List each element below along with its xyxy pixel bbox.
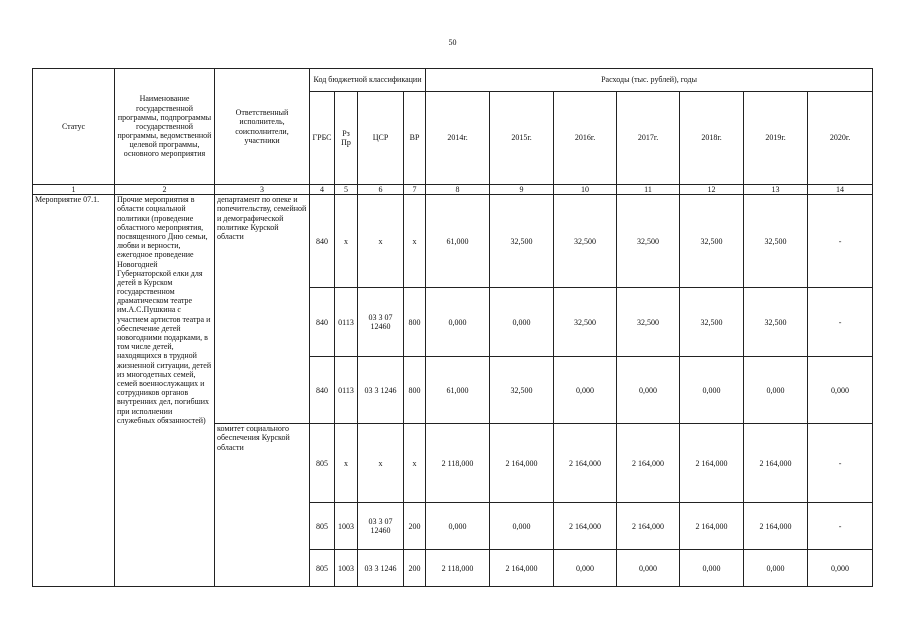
column-number: 5 xyxy=(335,185,358,195)
header-year: 2016г. xyxy=(554,92,617,185)
value-cell: 0,000 xyxy=(490,503,554,550)
value-cell: 0,000 xyxy=(554,357,617,424)
value-cell: 32,500 xyxy=(554,288,617,357)
grbs-cell: 840 xyxy=(310,288,335,357)
rz-pr-cell: 1003 xyxy=(335,503,358,550)
column-number: 6 xyxy=(358,185,404,195)
budget-table xyxy=(32,68,873,587)
value-cell: 2 164,000 xyxy=(554,424,617,503)
value-cell: 32,500 xyxy=(554,195,617,288)
header-grbs: ГРБС xyxy=(310,92,335,185)
value-cell: 32,500 xyxy=(744,288,808,357)
value-cell: 2 164,000 xyxy=(617,424,680,503)
value-cell: 0,000 xyxy=(808,550,873,587)
value-cell: - xyxy=(808,424,873,503)
value-cell: 2 164,000 xyxy=(744,503,808,550)
value-cell: - xyxy=(808,503,873,550)
csr-cell: 03 3 07 12460 xyxy=(358,288,404,357)
column-number: 7 xyxy=(404,185,426,195)
value-cell: 2 164,000 xyxy=(554,503,617,550)
header-budget-code: Код бюджетной классификации xyxy=(310,69,426,92)
header-row-1 xyxy=(33,69,873,92)
column-number: 4 xyxy=(310,185,335,195)
value-cell: 2 118,000 xyxy=(426,424,490,503)
header-csr: ЦСР xyxy=(358,92,404,185)
column-number: 10 xyxy=(554,185,617,195)
rz-pr-cell: 0113 xyxy=(335,357,358,424)
header-year: 2017г. xyxy=(617,92,680,185)
vr-cell: 200 xyxy=(404,503,426,550)
value-cell: 0,000 xyxy=(680,550,744,587)
value-cell: 32,500 xyxy=(490,357,554,424)
table-row xyxy=(33,195,873,288)
value-cell: 2 164,000 xyxy=(490,424,554,503)
value-cell: 0,000 xyxy=(744,357,808,424)
grbs-cell: 840 xyxy=(310,357,335,424)
column-number: 14 xyxy=(808,185,873,195)
value-cell: 0,000 xyxy=(426,503,490,550)
column-number: 11 xyxy=(617,185,680,195)
header-rz-pr: Рз Пр xyxy=(335,92,358,185)
header-status: Статус xyxy=(33,69,115,185)
value-cell: 0,000 xyxy=(744,550,808,587)
vr-cell: 200 xyxy=(404,550,426,587)
value-cell: 0,000 xyxy=(808,357,873,424)
value-cell: 0,000 xyxy=(426,288,490,357)
header-year: 2019г. xyxy=(744,92,808,185)
value-cell: 2 118,000 xyxy=(426,550,490,587)
column-number-row xyxy=(33,185,873,195)
value-cell: 2 164,000 xyxy=(490,550,554,587)
header-name: Наименование государственной программы, подпрограммы государственной программы, ведомственной целевой программы, основного мероприятия xyxy=(115,69,215,185)
csr-cell: 03 3 1246 xyxy=(358,357,404,424)
value-cell: 0,000 xyxy=(617,550,680,587)
value-cell: 0,000 xyxy=(617,357,680,424)
header-expenses: Расходы (тыс. рублей), годы xyxy=(426,69,873,92)
header-year: 2014г. xyxy=(426,92,490,185)
value-cell: 2 164,000 xyxy=(680,503,744,550)
value-cell: 2 164,000 xyxy=(744,424,808,503)
column-number: 12 xyxy=(680,185,744,195)
executor-cell: департамент по опеке и попечительству, семейной и демографической политике Курской области xyxy=(215,195,310,424)
csr-cell: 03 3 1246 xyxy=(358,550,404,587)
value-cell: 2 164,000 xyxy=(617,503,680,550)
column-number: 8 xyxy=(426,185,490,195)
value-cell: - xyxy=(808,195,873,288)
value-cell: 32,500 xyxy=(617,195,680,288)
value-cell: 32,500 xyxy=(744,195,808,288)
header-year: 2015г. xyxy=(490,92,554,185)
value-cell: 0,000 xyxy=(490,288,554,357)
header-executor: Ответственный исполнитель, соисполнители, участники xyxy=(215,69,310,185)
rz-pr-cell: х xyxy=(335,424,358,503)
header-year: 2018г. xyxy=(680,92,744,185)
column-number: 13 xyxy=(744,185,808,195)
header-year: 2020г. xyxy=(808,92,873,185)
rz-pr-cell: х xyxy=(335,195,358,288)
value-cell: 0,000 xyxy=(554,550,617,587)
csr-cell: х xyxy=(358,424,404,503)
csr-cell: х xyxy=(358,195,404,288)
column-number: 3 xyxy=(215,185,310,195)
column-number: 2 xyxy=(115,185,215,195)
vr-cell: 800 xyxy=(404,288,426,357)
rz-pr-cell: 1003 xyxy=(335,550,358,587)
grbs-cell: 805 xyxy=(310,503,335,550)
column-number: 9 xyxy=(490,185,554,195)
grbs-cell: 805 xyxy=(310,550,335,587)
grbs-cell: 840 xyxy=(310,195,335,288)
value-cell: 32,500 xyxy=(680,288,744,357)
csr-cell: 03 3 07 12460 xyxy=(358,503,404,550)
value-cell: 32,500 xyxy=(617,288,680,357)
value-cell: 32,500 xyxy=(490,195,554,288)
vr-cell: 800 xyxy=(404,357,426,424)
status-cell: Мероприятие 07.1. xyxy=(33,195,115,587)
grbs-cell: 805 xyxy=(310,424,335,503)
vr-cell: х xyxy=(404,195,426,288)
vr-cell: х xyxy=(404,424,426,503)
page-number: 50 xyxy=(448,38,457,47)
event-name-cell: Прочие мероприятия в области социальной политики (проведение областного мероприятия, посвященного Дню семьи, любви и верности, ежегодное проведение Новогодней Губернаторской елки для детей в Курском государственном драматическом театре им.А.С.Пушкина с участием артистов театра и обеспечение детей новогодними подарками, в том числе детей, находящихся в трудной жизненной ситуации, детей из многодетных семей, семей военнослужащих и сотрудников органов внутренних дел, погибших при исполнении служебных обязанностей) xyxy=(115,195,215,587)
value-cell: 0,000 xyxy=(680,357,744,424)
value-cell: 32,500 xyxy=(680,195,744,288)
rz-pr-cell: 0113 xyxy=(335,288,358,357)
executor-cell: комитет социального обеспечения Курской области xyxy=(215,424,310,587)
value-cell: 2 164,000 xyxy=(680,424,744,503)
value-cell: 61,000 xyxy=(426,357,490,424)
value-cell: - xyxy=(808,288,873,357)
column-number: 1 xyxy=(33,185,115,195)
header-vr: ВР xyxy=(404,92,426,185)
value-cell: 61,000 xyxy=(426,195,490,288)
